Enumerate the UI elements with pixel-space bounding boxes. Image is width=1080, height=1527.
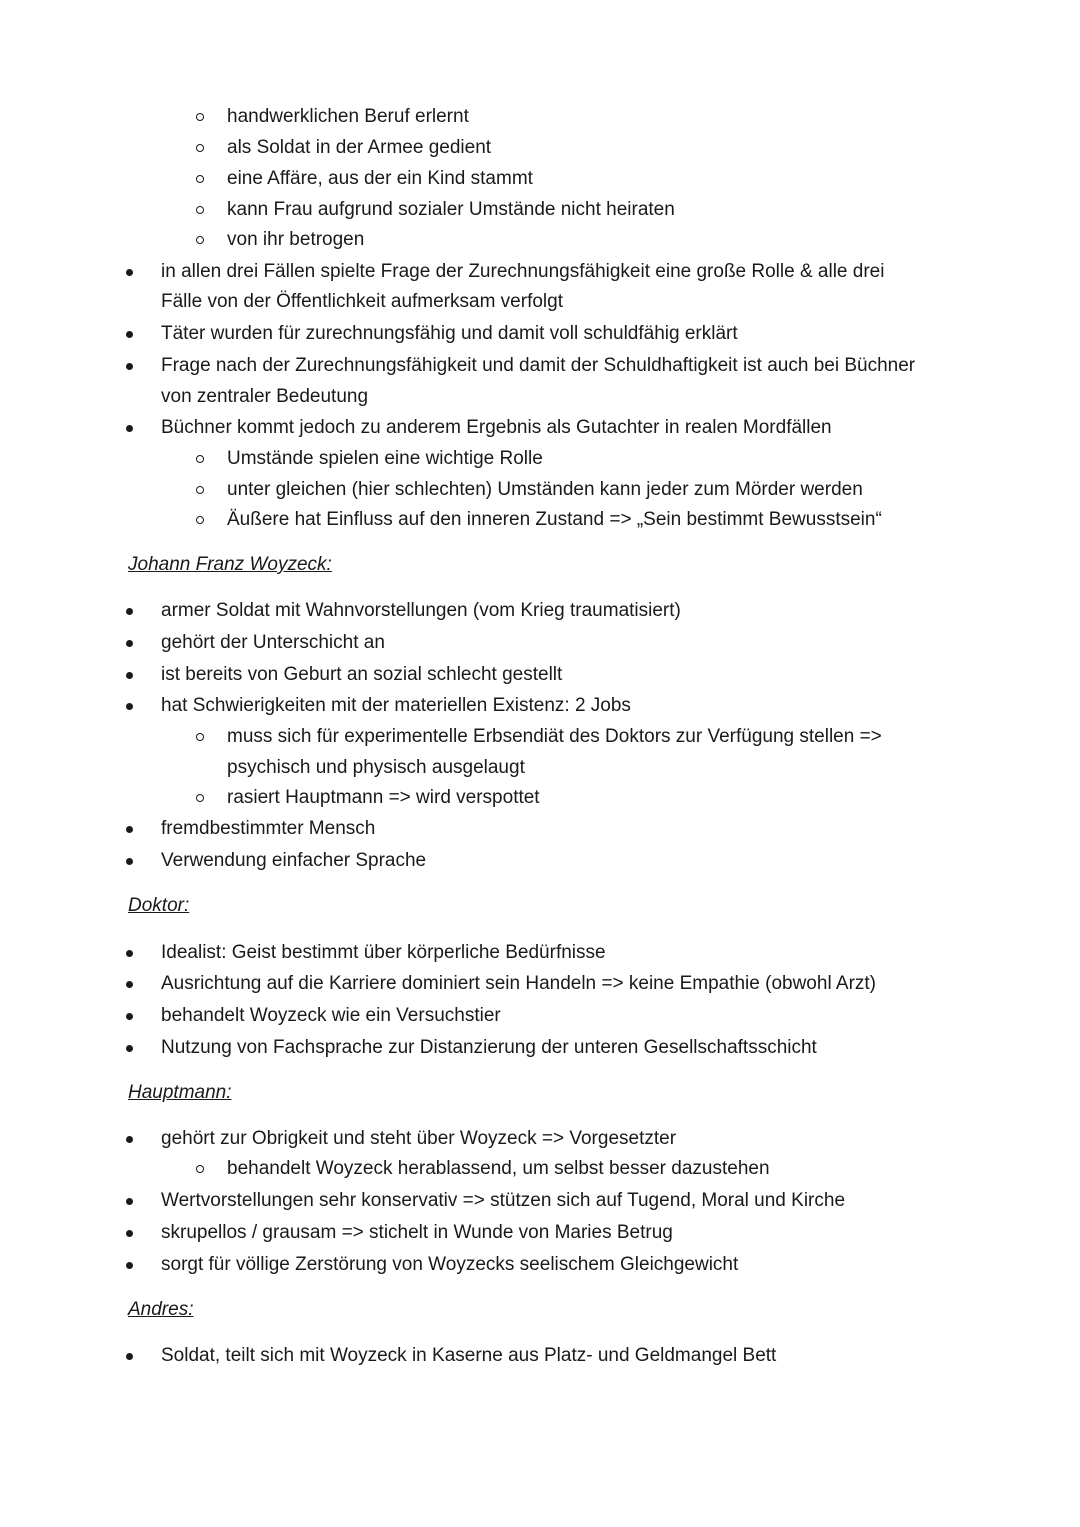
bullet-icon <box>126 1262 133 1269</box>
section-heading-doktor: Doktor: <box>128 895 190 916</box>
bullet-icon <box>126 981 133 988</box>
bullet-icon <box>126 1045 133 1052</box>
bullet-icon <box>126 640 133 647</box>
circle-bullet-icon <box>196 455 204 463</box>
bullet-icon <box>126 950 133 957</box>
list-item-continuation: Fälle von der Öffentlichkeit aufmerksam verfolgt <box>161 291 563 312</box>
circle-bullet-icon <box>196 144 204 152</box>
circle-bullet-icon <box>196 486 204 494</box>
list-item-continuation: psychisch und physisch ausgelaugt <box>227 757 525 778</box>
bullet-icon <box>126 703 133 710</box>
bullet-icon <box>126 1230 133 1237</box>
bullet-icon <box>126 672 133 679</box>
circle-bullet-icon <box>196 1165 204 1173</box>
circle-bullet-icon <box>196 794 204 802</box>
section-heading-woyzeck: Johann Franz Woyzeck: <box>128 554 332 575</box>
bullet-icon <box>126 1198 133 1205</box>
bullet-icon <box>126 1136 133 1143</box>
circle-bullet-icon <box>196 175 204 183</box>
circle-bullet-icon <box>196 206 204 214</box>
circle-bullet-icon <box>196 113 204 121</box>
bullet-icon <box>126 1353 133 1360</box>
circle-bullet-icon <box>196 236 204 244</box>
bullet-icon <box>126 1013 133 1020</box>
bullet-icon <box>126 608 133 615</box>
bullet-icon <box>126 331 133 338</box>
circle-bullet-icon <box>196 516 204 524</box>
bullet-icon <box>126 826 133 833</box>
list-item-continuation: von zentraler Bedeutung <box>161 386 369 407</box>
section-heading-andres: Andres: <box>128 1299 194 1320</box>
bullet-icon <box>126 858 133 865</box>
bullet-icon <box>126 269 133 276</box>
bullet-icon <box>126 425 133 432</box>
circle-bullet-icon <box>196 733 204 741</box>
bullet-icon <box>126 363 133 370</box>
section-heading-hauptmann: Hauptmann: <box>128 1082 232 1103</box>
